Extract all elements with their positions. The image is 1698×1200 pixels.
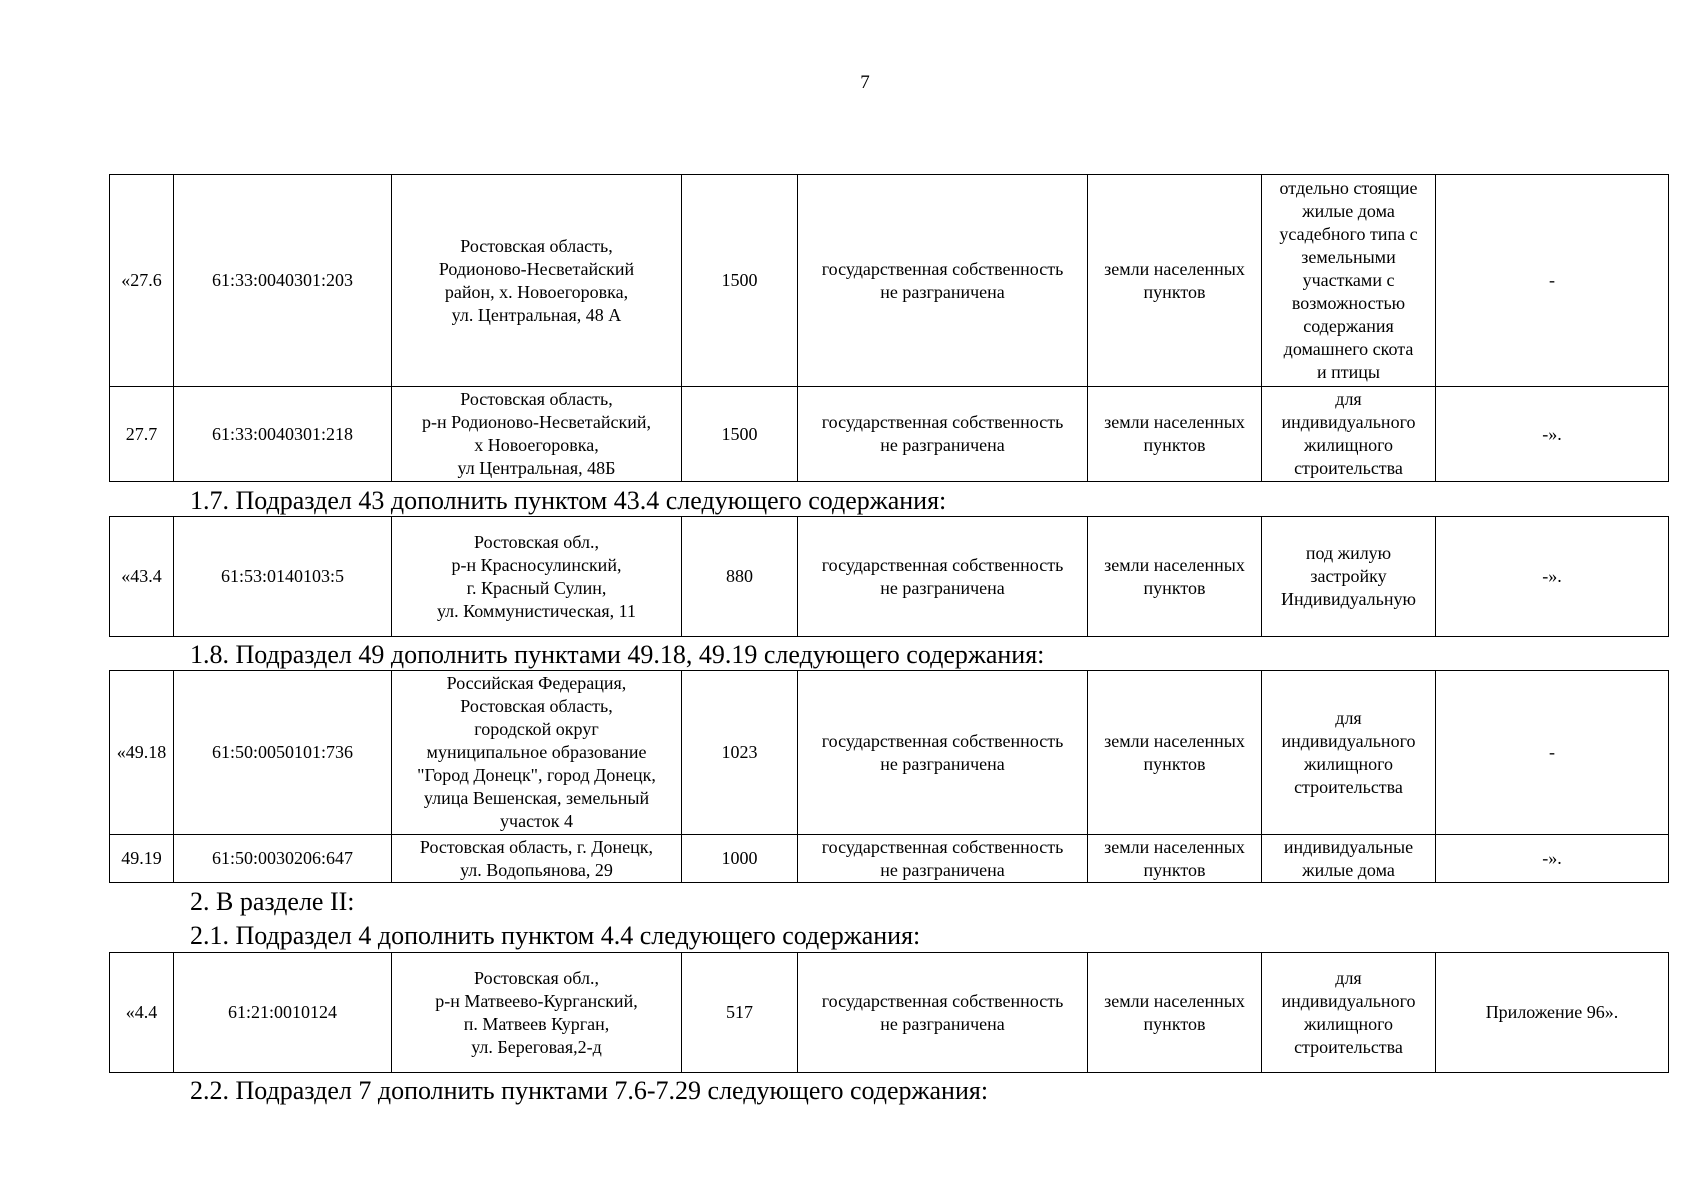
- address-cell: [392, 671, 682, 835]
- cell-line: земли населенных: [1104, 730, 1245, 751]
- cadastral-number-cell: 61:33:0040301:218: [174, 387, 392, 482]
- cell-line: участок 4: [500, 811, 573, 831]
- cell-line: земли населенных: [1104, 836, 1245, 857]
- permitted-use-cell: [1262, 517, 1436, 637]
- ownership-cell: [798, 387, 1088, 482]
- cell-line: ул. Водопьянова, 29: [460, 859, 613, 880]
- area-cell: 1000: [682, 835, 798, 883]
- item-number-cell: «27.6: [110, 175, 174, 387]
- cell-line: отдельно стоящие: [1279, 178, 1418, 198]
- item-number-cell: «43.4: [110, 517, 174, 637]
- cell-line: Ростовская обл.,: [474, 531, 599, 552]
- cell-line: пунктов: [1143, 281, 1206, 302]
- cell-line: индивидуального: [1281, 412, 1416, 432]
- cell-line: Ростовская область,: [460, 235, 613, 256]
- cell-line: пунктов: [1143, 435, 1206, 455]
- cell-line: п. Матвеев Курган,: [463, 1013, 610, 1034]
- cell-line: государственная собственность: [821, 990, 1064, 1011]
- cadastral-number-cell: 61:33:0040301:203: [174, 175, 392, 387]
- cell-line: пунктов: [1143, 577, 1206, 598]
- ownership-cell: [798, 175, 1088, 387]
- cell-line: индивидуального: [1281, 730, 1416, 751]
- cell-line: жилые дома: [1302, 859, 1395, 880]
- cell-line: земли населенных: [1104, 990, 1245, 1011]
- cell-line: г. Красный Сулин,: [466, 577, 607, 598]
- cell-line: р-н Матвеево-Курганский,: [435, 990, 638, 1011]
- heading-2-1: 2.1. Подраздел 4 дополнить пунктом 4.4 следующего содержания:: [190, 921, 921, 950]
- page-number: 7: [860, 72, 870, 93]
- table-row: [110, 175, 1669, 387]
- cell-line: застройку: [1310, 566, 1387, 586]
- cell-line: Российская Федерация,: [446, 673, 627, 693]
- permitted-use-cell: [1262, 175, 1436, 387]
- register-table-1: [109, 174, 1669, 482]
- cell-line: р-н Красносулинский,: [451, 554, 622, 575]
- table-row: [110, 671, 1669, 835]
- ownership-cell: [798, 953, 1088, 1073]
- cell-line: "Город Донецк", город Донецк,: [417, 765, 656, 785]
- cell-line: не разграничена: [880, 859, 1005, 880]
- cell-line: ул. Коммунистическая, 11: [436, 600, 637, 621]
- cell-line: домашнего скота: [1283, 339, 1414, 359]
- cell-line: не разграничена: [880, 281, 1005, 302]
- cell-line: ул. Центральная, 48 А: [451, 304, 622, 325]
- cell-line: не разграничена: [880, 435, 1005, 455]
- item-number-cell: 49.19: [110, 835, 174, 883]
- cell-line: жилые дома: [1302, 201, 1395, 221]
- cell-line: для: [1335, 707, 1362, 728]
- cell-line: пунктов: [1143, 1013, 1206, 1034]
- item-number-cell: «49.18: [110, 671, 174, 835]
- cell-line: Ростовская область,: [460, 389, 613, 409]
- permitted-use-cell: [1262, 835, 1436, 883]
- cell-line: пунктов: [1143, 753, 1206, 774]
- cell-line: усадебного типа с: [1279, 224, 1418, 244]
- item-number-cell: 27.7: [110, 387, 174, 482]
- cadastral-number-cell: 61:50:0050101:736: [174, 671, 392, 835]
- cell-line: не разграничена: [880, 753, 1005, 774]
- cell-line: государственная собственность: [821, 412, 1064, 432]
- table-row: [110, 517, 1669, 637]
- cell-line: Ростовская область,: [460, 696, 613, 716]
- cell-line: земельными: [1301, 247, 1396, 267]
- cell-line: земли населенных: [1104, 258, 1245, 279]
- ownership-cell: [798, 835, 1088, 883]
- cell-line: индивидуальные: [1283, 836, 1414, 857]
- address-cell: [392, 387, 682, 482]
- area-cell: 1500: [682, 175, 798, 387]
- cell-line: под жилую: [1305, 543, 1392, 563]
- address-cell: [392, 517, 682, 637]
- register-table-2: [109, 516, 1669, 637]
- cell-line: государственная собственность: [821, 554, 1064, 575]
- cell-line: индивидуального: [1281, 990, 1416, 1011]
- cell-line: жилищного: [1303, 753, 1394, 774]
- cell-line: ул. Береговая,2-д: [471, 1036, 602, 1057]
- table-row: [110, 387, 1669, 482]
- table-row: [110, 835, 1669, 883]
- address-cell: [392, 175, 682, 387]
- cell-line: строительства: [1294, 776, 1403, 797]
- item-number-cell: «4.4: [110, 953, 174, 1073]
- land-category-cell: [1088, 671, 1262, 835]
- cell-line: р-н Родионово-Несветайский,: [422, 412, 651, 432]
- cell-line: городской округ: [474, 719, 599, 739]
- cell-line: не разграничена: [880, 1013, 1005, 1034]
- heading-2: 2. В разделе II:: [190, 887, 355, 916]
- area-cell: 880: [682, 517, 798, 637]
- heading-1-7: 1.7. Подраздел 43 дополнить пунктом 43.4 следующего содержания:: [190, 486, 947, 515]
- area-cell: 517: [682, 953, 798, 1073]
- cell-line: ул Центральная, 48Б: [457, 458, 616, 478]
- table-row: [110, 953, 1669, 1073]
- note-cell: -».: [1436, 387, 1669, 482]
- cell-line: жилищного: [1303, 435, 1394, 455]
- cell-line: строительства: [1294, 458, 1403, 478]
- heading-1-8: 1.8. Подраздел 49 дополнить пунктами 49.18, 49.19 следующего содержания:: [190, 640, 1045, 669]
- note-cell: -».: [1436, 517, 1669, 637]
- cell-line: х Новоегоровка,: [474, 435, 599, 455]
- land-category-cell: [1088, 953, 1262, 1073]
- heading-2-2: 2.2. Подраздел 7 дополнить пунктами 7.6-7.29 следующего содержания:: [190, 1076, 989, 1105]
- cell-line: Родионово-Несветайский: [438, 258, 635, 279]
- cell-line: для: [1335, 389, 1362, 409]
- land-category-cell: [1088, 517, 1262, 637]
- note-cell: -: [1436, 671, 1669, 835]
- cell-line: Ростовская обл.,: [474, 967, 599, 988]
- ownership-cell: [798, 671, 1088, 835]
- register-table-3: [109, 670, 1669, 883]
- address-cell: [392, 953, 682, 1073]
- cell-line: муниципальное образование: [426, 742, 647, 762]
- cell-line: улица Вешенская, земельный: [423, 788, 650, 808]
- cell-line: земли населенных: [1104, 412, 1245, 432]
- cell-line: государственная собственность: [821, 836, 1064, 857]
- cell-line: Ростовская область, г. Донецк,: [419, 836, 654, 857]
- cell-line: для: [1335, 967, 1362, 988]
- cell-line: не разграничена: [880, 577, 1005, 598]
- cell-line: участками с: [1302, 270, 1395, 290]
- area-cell: 1500: [682, 387, 798, 482]
- permitted-use-cell: [1262, 953, 1436, 1073]
- cadastral-number-cell: 61:21:0010124: [174, 953, 392, 1073]
- cell-line: пунктов: [1143, 859, 1206, 880]
- note-cell: -».: [1436, 835, 1669, 883]
- cell-line: и птицы: [1317, 362, 1380, 382]
- cadastral-number-cell: 61:50:0030206:647: [174, 835, 392, 883]
- address-cell: [392, 835, 682, 883]
- cell-line: жилищного: [1303, 1013, 1394, 1034]
- register-table-4: [109, 952, 1669, 1073]
- cell-line: земли населенных: [1104, 554, 1245, 575]
- land-category-cell: [1088, 387, 1262, 482]
- cell-line: Индивидуальную: [1281, 589, 1416, 609]
- ownership-cell: [798, 517, 1088, 637]
- area-cell: 1023: [682, 671, 798, 835]
- cell-line: содержания: [1303, 316, 1394, 336]
- cell-line: государственная собственность: [821, 730, 1064, 751]
- land-category-cell: [1088, 175, 1262, 387]
- cadastral-number-cell: 61:53:0140103:5: [174, 517, 392, 637]
- note-cell: Приложение 96».: [1436, 953, 1669, 1073]
- cell-line: район, х. Новоегоровка,: [444, 281, 629, 302]
- cell-line: государственная собственность: [821, 258, 1064, 279]
- note-cell: -: [1436, 175, 1669, 387]
- cell-line: возможностью: [1291, 293, 1406, 313]
- cell-line: строительства: [1294, 1036, 1403, 1057]
- land-category-cell: [1088, 835, 1262, 883]
- permitted-use-cell: [1262, 671, 1436, 835]
- permitted-use-cell: [1262, 387, 1436, 482]
